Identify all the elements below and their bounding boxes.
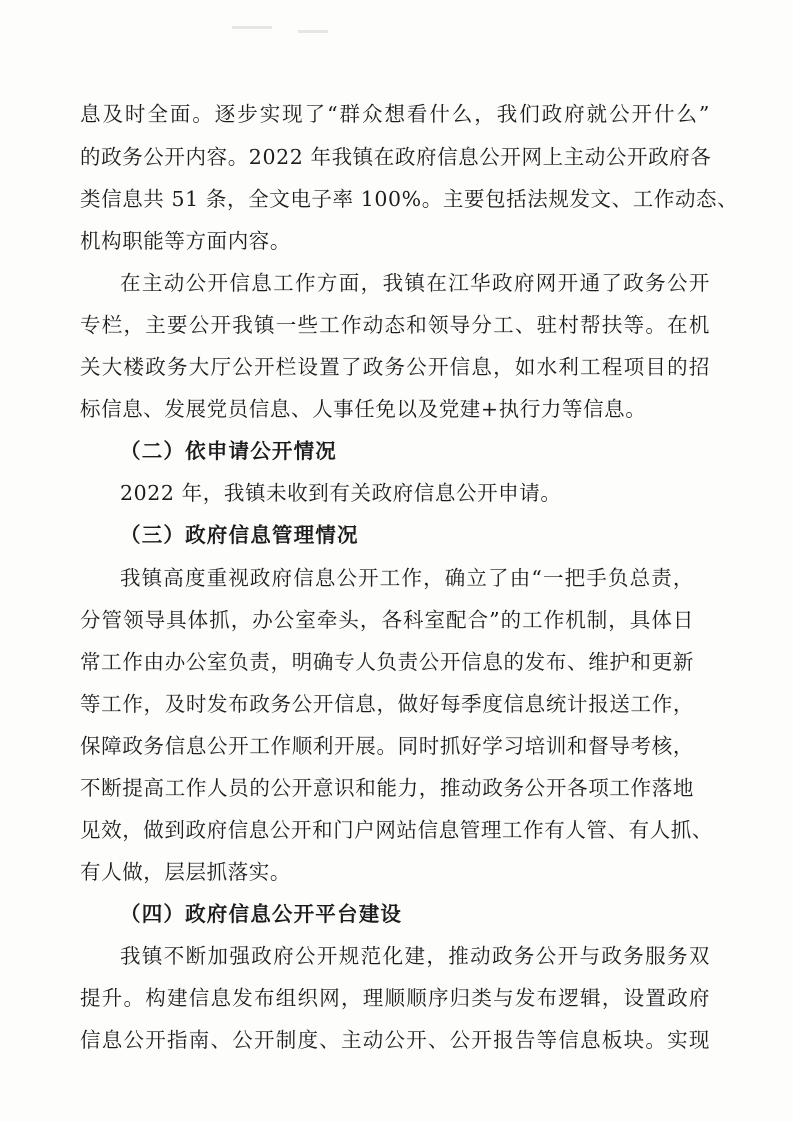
paragraph-line: 常工作由办公室负责，明确专人负责公开信息的发布、维护和更新 [80, 650, 694, 674]
paragraph-line: 专栏，主要公开我镇一些工作动态和领导分工、驻村帮扶等。在机 [80, 313, 710, 337]
paragraph-line: 我镇不断加强政府公开规范化建，推动政务公开与政务服务双 [120, 944, 710, 968]
paragraph-line: 关大楼政务大厅公开栏设置了政务公开信息，如水利工程项目的招 [80, 355, 710, 379]
paragraph-line: 不断提高工作人员的公开意识和能力，推动政务公开各项工作落地 [80, 776, 694, 800]
scan-artifact [298, 30, 328, 33]
paragraph-line: 见效，做到政府信息公开和门户网站信息管理工作有人管、有人抓、 [80, 818, 713, 842]
paragraph-line: 有人做，层层抓落实。 [80, 860, 291, 884]
paragraph-line: 2022 年，我镇未收到有关政府信息公开申请。 [120, 481, 562, 505]
paragraph-line: 信息公开指南、公开制度、主动公开、公开报告等信息板块。实现 [80, 1028, 710, 1052]
paragraph-line: 标信息、发展党员信息、人事任免以及党建+执行力等信息。 [80, 397, 647, 421]
paragraph-line: 在主动公开信息工作方面，我镇在江华政府网开通了政务公开 [120, 271, 710, 295]
scan-artifact [232, 26, 272, 29]
paragraph-line: 提升。构建信息发布组织网，理顺顺序归类与发布逻辑，设置政府 [80, 986, 710, 1010]
paragraph-line: 保障政务信息公开工作顺利开展。同时抓好学习培训和督导考核， [80, 734, 694, 758]
paragraph-line: 息及时全面。逐步实现了“群众想看什么，我们政府就公开什么” [80, 102, 710, 126]
section-heading: （三）政府信息管理情况 [120, 523, 359, 547]
paragraph-line: 分管领导具体抓，办公室牵头，各科室配合”的工作机制，具体日 [80, 608, 694, 632]
paragraph-line: 等工作，及时发布政务公开信息，做好每季度信息统计报送工作， [80, 692, 694, 716]
section-heading: （四）政府信息公开平台建设 [120, 902, 403, 926]
paragraph-line: 我镇高度重视政府信息公开工作，确立了由“一把手负总责， [120, 566, 694, 590]
paragraph-line: 的政务公开内容。2022 年我镇在政府信息公开网上主动公开政府各 [80, 145, 712, 169]
section-heading: （二）依申请公开情况 [120, 439, 337, 463]
paragraph-line: 机构职能等方面内容。 [80, 229, 291, 253]
paragraph-line: 类信息共 51 条，全文电子率 100%。主要包括法规发文、工作动态、 [80, 187, 739, 211]
